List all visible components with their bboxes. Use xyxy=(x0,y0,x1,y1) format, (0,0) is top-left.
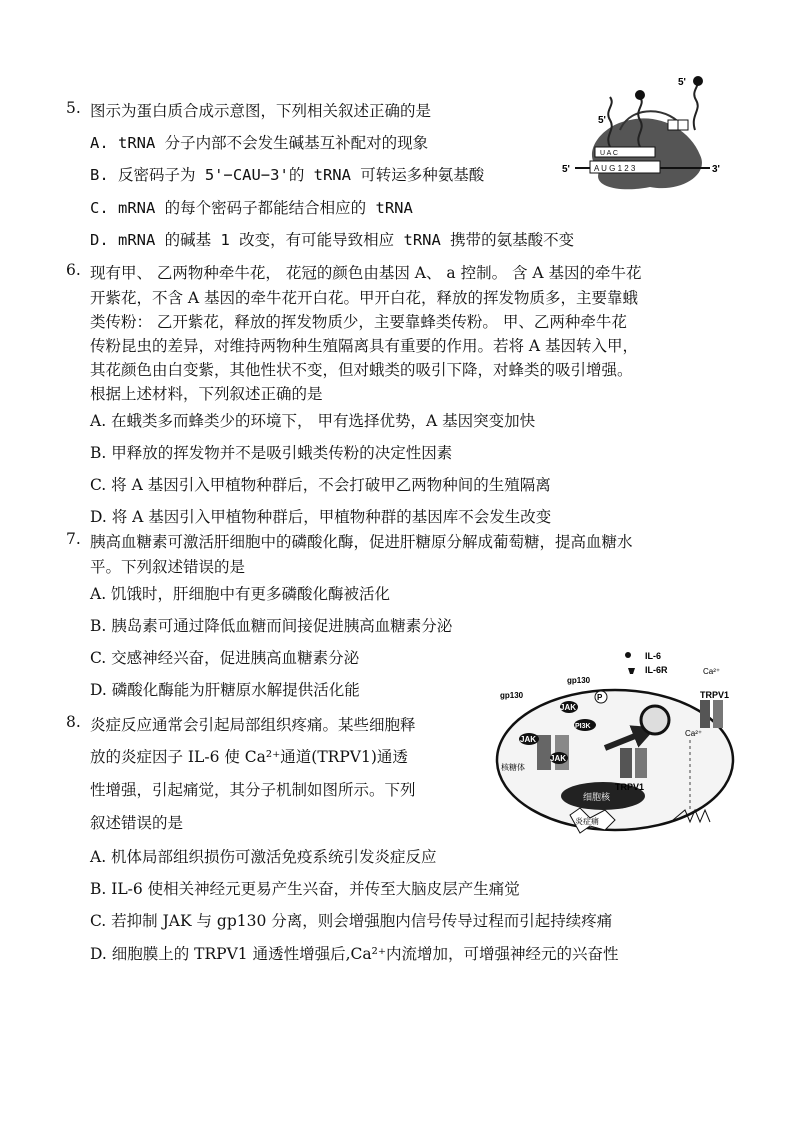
q6-option-b: B. 甲释放的挥发物并不是吸引蛾类传粉的决定性因素 xyxy=(90,444,453,462)
q8-label-pain: 炎症痛 xyxy=(575,817,599,826)
q6-line-1: 现有甲、 乙两物种牵牛花， 花冠的颜色由基因 A、 a 控制。 含 A 基因的牵牛花 xyxy=(90,264,642,282)
q6-line-4: 传粉昆虫的差异，对维持两物种生殖隔离具有重要的作用。若将 A 基因转入甲， xyxy=(90,337,639,355)
q8-label-jak3: JAK xyxy=(550,754,567,763)
q6-option-d: D. 将 A 基因引入甲植物种群后，甲植物种群的基因库不会发生改变 xyxy=(90,508,552,526)
q5-bases-top: U A C xyxy=(600,150,618,157)
q8-label-trpv1-center: TRPV1 xyxy=(615,782,645,792)
q5-label-5prime-left: 5' xyxy=(562,164,570,175)
q5-option-b: B. 反密码子为 5'−CAU−3'的 tRNA 可转运多种氨基酸 xyxy=(90,166,485,184)
q8-label-ribosome: 核糖体 xyxy=(501,763,525,772)
q8-label-gp130-top: gp130 xyxy=(567,676,591,685)
q8-line-2: 放的炎症因子 IL-6 使 Ca²⁺通道(TRPV1)通透 xyxy=(90,748,408,766)
q8-option-a: A. 机体局部组织损伤可激活免疫系统引发炎症反应 xyxy=(90,848,437,866)
q6-option-c: C. 将 A 基因引入甲植物种群后，不会打破甲乙两物种间的生殖隔离 xyxy=(90,476,551,494)
q8-label-jak2: JAK xyxy=(520,735,537,744)
q5-label-3prime-right: 3' xyxy=(712,164,720,175)
q8-pathway-figure xyxy=(495,640,745,835)
q8-label-ca-in: Ca²⁺ xyxy=(685,729,703,738)
q7-option-b: B. 胰岛素可通过降低血糖而间接促进胰高血糖素分泌 xyxy=(90,617,453,635)
q7-option-c: C. 交感神经兴奋，促进胰高血糖素分泌 xyxy=(90,649,360,667)
q5-option-a: A. tRNA 分子内部不会发生碱基互补配对的现象 xyxy=(90,134,429,152)
q5-label-5prime-top: 5' xyxy=(678,77,686,88)
q8-label-jak1: JAK xyxy=(560,703,577,712)
q6-option-a: A. 在蛾类多而蜂类少的环境下， 甲有选择优势，A 基因突变加快 xyxy=(90,412,536,430)
q8-label-pi3k: PI3K xyxy=(575,723,591,730)
q8-option-c: C. 若抑制 JAK 与 gp130 分离，则会增强胞内信号传导过程而引起持续疼痛 xyxy=(90,912,613,930)
q8-label-p: P xyxy=(597,693,603,702)
q5-option-c: C. mRNA 的每个密码子都能结合相应的 tRNA xyxy=(90,199,413,217)
q7-line-2: 平。下列叙述错误的是 xyxy=(90,558,246,576)
q8-option-d: D. 细胞膜上的 TRPV1 通透性增强后,Ca²⁺内流增加，可增强神经元的兴奋性 xyxy=(90,945,619,963)
q6-line-6: 根据上述材料，下列叙述正确的是 xyxy=(90,385,323,403)
q8-line-1: 炎症反应通常会引起局部组织疼痛。某些细胞释 xyxy=(90,716,416,734)
q5-stem: 图示为蛋白质合成示意图，下列相关叙述正确的是 xyxy=(90,102,432,120)
q5-label-5prime-small: 5' xyxy=(598,115,606,126)
q6-line-3: 类传粉： 乙开紫花，释放的挥发物质少，主要靠蜂类传粉。 甲、乙两种牵牛花 xyxy=(90,313,627,331)
q5-bases-bottom: A U G 1 2 3 xyxy=(594,164,636,173)
q8-label-trpv1-right: TRPV1 xyxy=(700,690,730,700)
q5-option-d: D. mRNA 的碱基 1 改变，有可能导致相应 tRNA 携带的氨基酸不变 xyxy=(90,231,575,249)
q8-line-4: 叙述错误的是 xyxy=(90,814,184,832)
q8-label-ca-out: Ca²⁺ xyxy=(703,667,721,676)
q8-label-il6r: IL-6R xyxy=(645,665,668,675)
q7-number: 7. xyxy=(66,530,81,548)
q6-line-5: 其花颜色由白变紫，其他性状不变，但对蛾类的吸引下降，对蜂类的吸引增强。 xyxy=(90,361,633,379)
q6-number: 6. xyxy=(66,261,81,279)
q7-option-d: D. 磷酸化酶能为肝糖原水解提供活化能 xyxy=(90,681,360,699)
q7-line-1: 胰高血糖素可激活肝细胞中的磷酸化酶，促进肝糖原分解成葡萄糖，提高血糖水 xyxy=(90,533,633,551)
q8-option-b: B. IL-6 使相关神经元更易产生兴奋，并传至大脑皮层产生痛觉 xyxy=(90,880,520,898)
q8-label-il6: IL-6 xyxy=(645,651,662,661)
q5-translation-figure xyxy=(560,75,730,195)
q8-number: 8. xyxy=(66,713,81,731)
q8-label-gp130-left: gp130 xyxy=(500,691,524,700)
q8-label-nucleus: 细胞核 xyxy=(583,792,611,802)
q5-number: 5. xyxy=(66,99,81,117)
q8-line-3: 性增强，引起痛觉，其分子机制如图所示。下列 xyxy=(90,781,416,799)
q7-option-a: A. 饥饿时，肝细胞中有更多磷酸化酶被活化 xyxy=(90,585,391,603)
q6-line-2: 开紫花，不含 A 基因的牵牛花开白花。甲开白花，释放的挥发物质多，主要靠蛾 xyxy=(90,289,639,307)
